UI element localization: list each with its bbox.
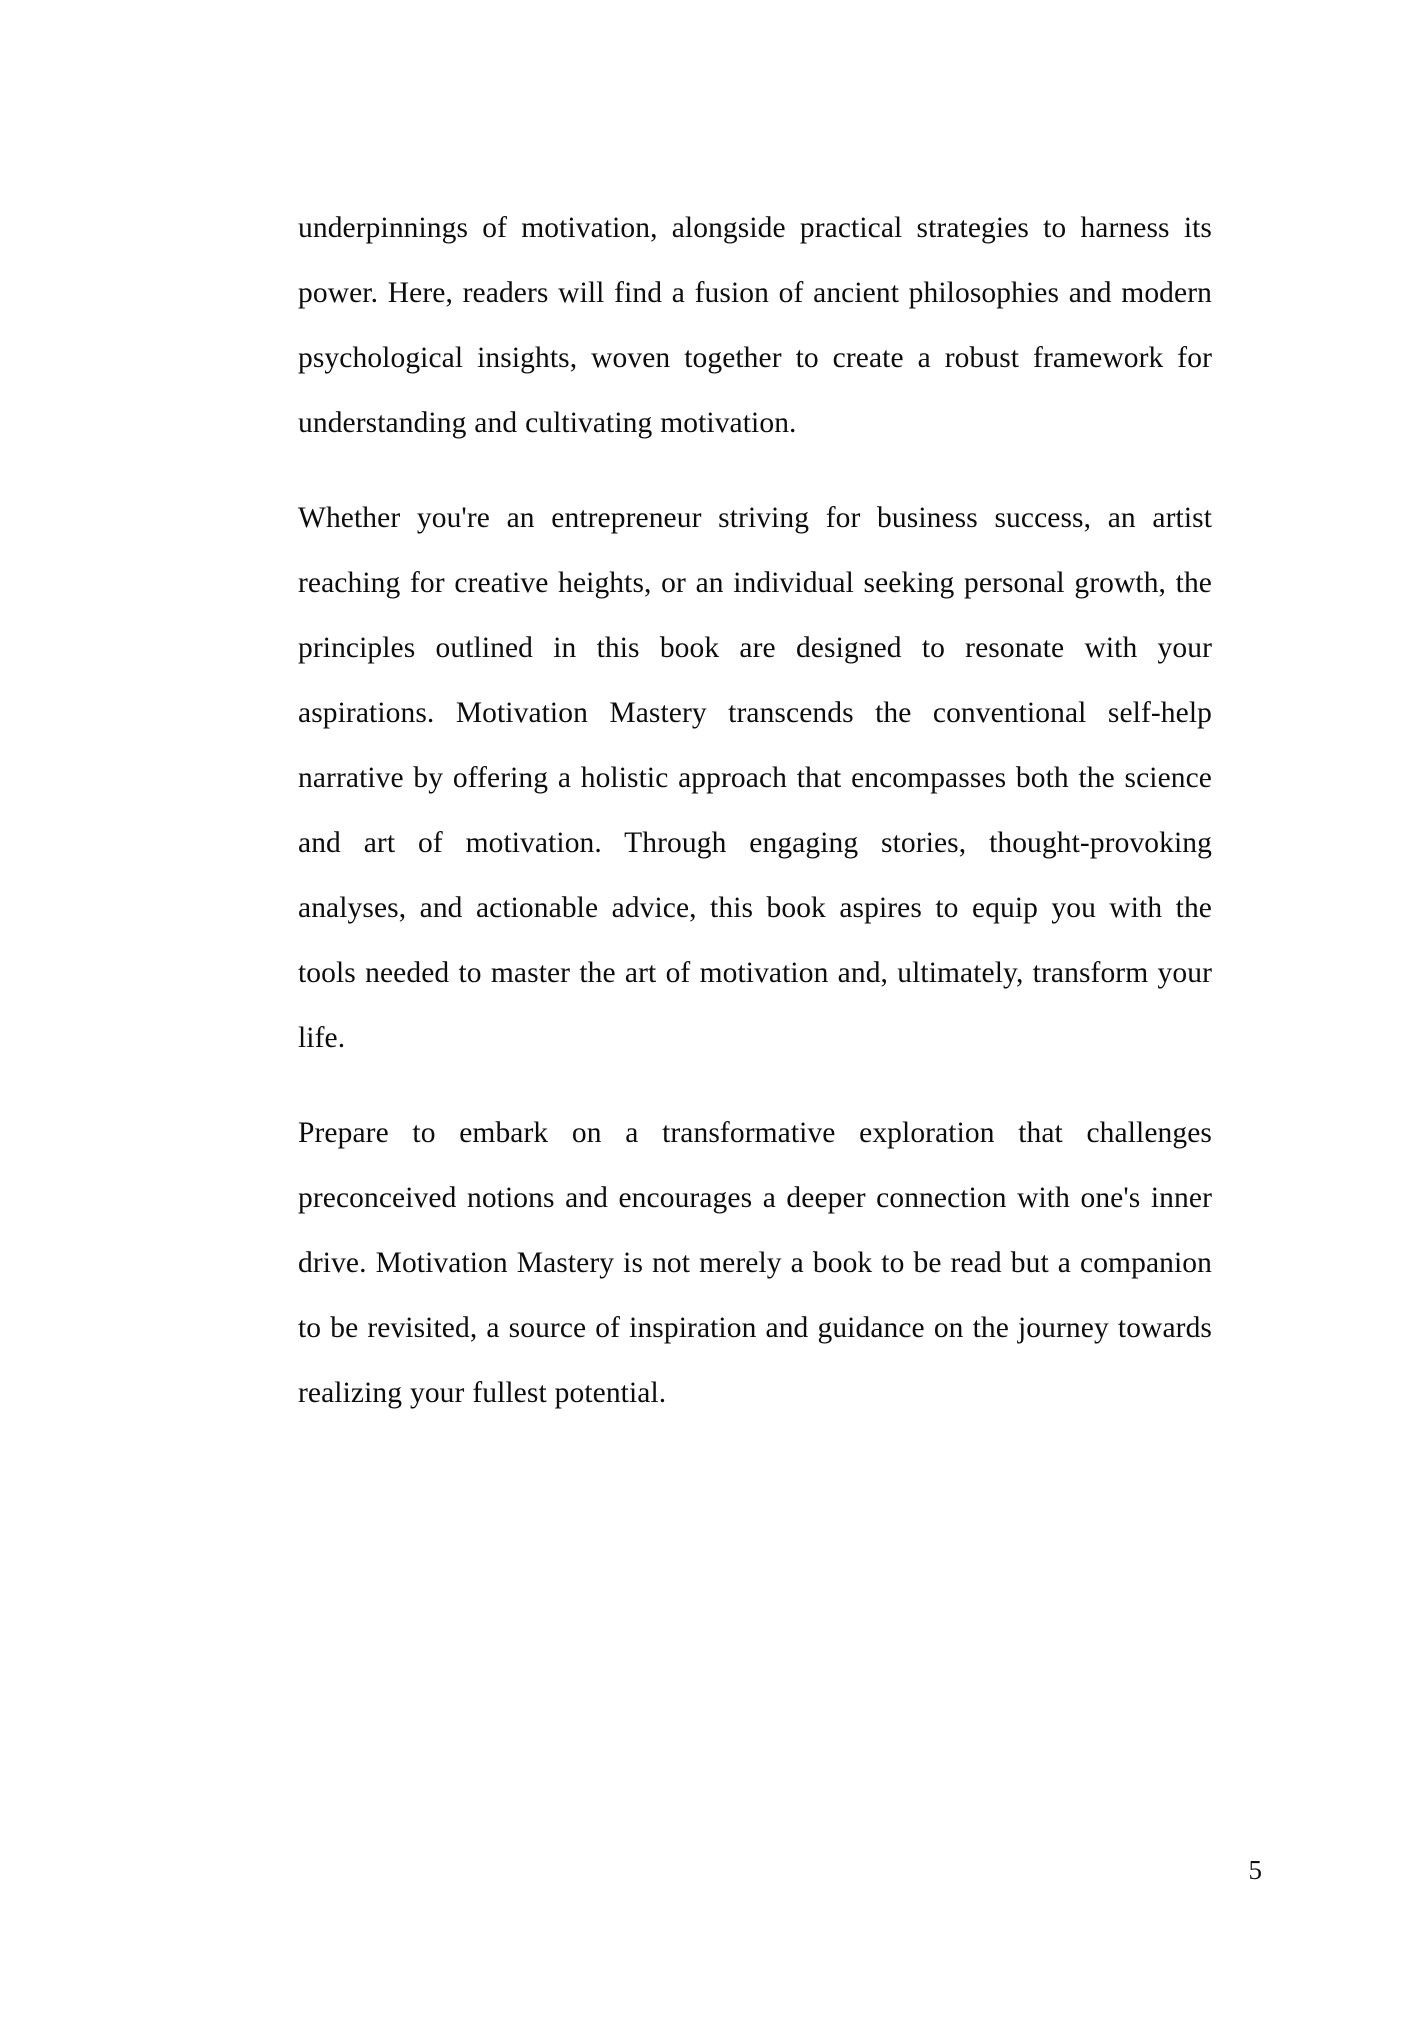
- paragraph-1: underpinnings of motivation, alongside practical strategies to harness its power. Here, readers will find a fusion of ancient philosophies and modern psychological insights, woven together to create a robust framework for understanding and cultivating motivation.: [298, 212, 1212, 439]
- body-text-column: [298, 196, 1212, 1426]
- paragraph-3: Prepare to embark on a transformative exploration that challenges preconceived notions and encourages a deeper connection with one's inner drive. Motivation Mastery is not merely a book to be read but a companion to be revisited, a source of inspiration and guidance on the journey towards realizing your fullest potential.: [298, 1117, 1212, 1409]
- paragraph-2: Whether you're an entrepreneur striving for business success, an artist reaching for creative heights, or an individual seeking personal growth, the principles outlined in this book are designed to resonate with your aspirations. Motivation Mastery transcends the conventional self-help narrative by offering a holistic approach that encompasses both the science and art of motivation. Through engaging stories, thought-provoking analyses, and actionable advice, this book aspires to equip you with the tools needed to master the art of motivation and, ultimately, transform your life.: [298, 502, 1212, 1054]
- page-number: 5: [1248, 1855, 1262, 1885]
